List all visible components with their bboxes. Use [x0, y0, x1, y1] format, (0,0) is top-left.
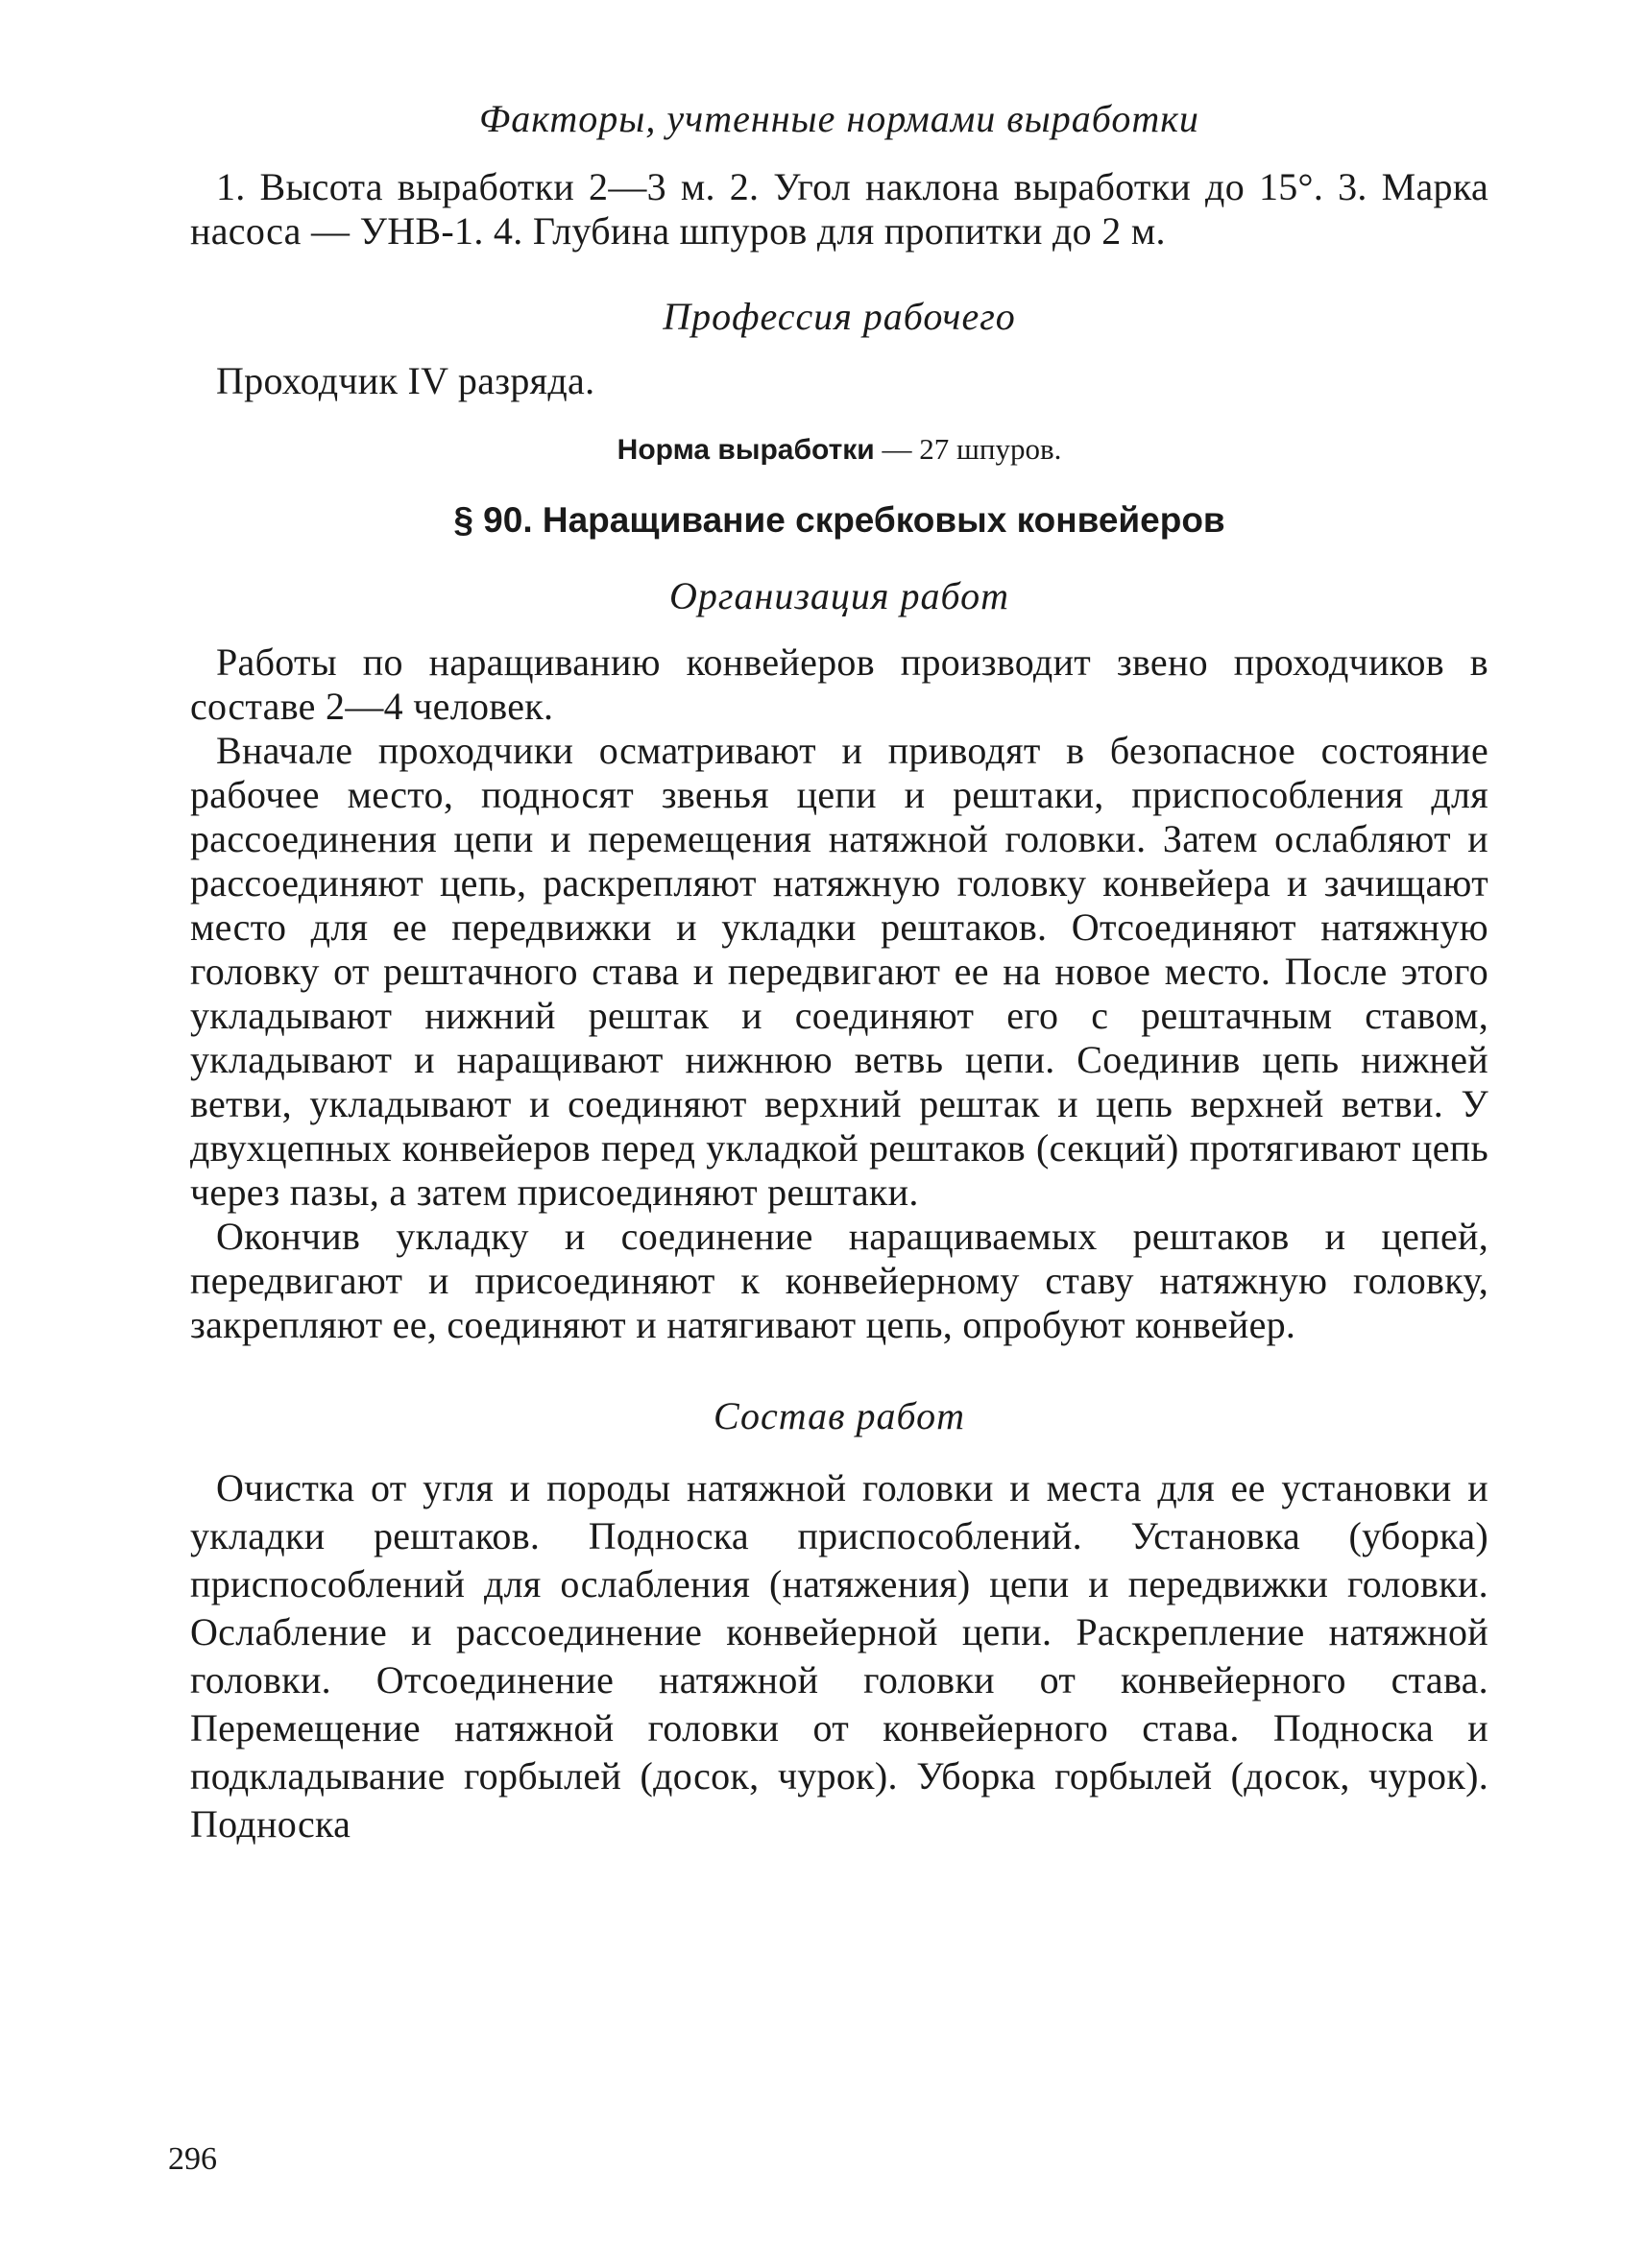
- factors-text: 1. Высота выработки 2—3 м. 2. Угол наклона выработки до 15°. 3. Марка насоса — УНВ-1. 4. Глубина шпуров для пропитки до 2 м.: [190, 165, 1488, 253]
- norm-value: — 27 шпуров.: [882, 432, 1062, 466]
- composition-heading: Состав работ: [714, 1394, 965, 1437]
- organization-paragraph-1: Работы по наращиванию конвейеров производит звено проходчиков в составе 2—4 человек.: [190, 640, 1488, 728]
- section-title: § 90. Наращивание скребковых конвейеров: [453, 500, 1225, 540]
- organization-paragraph-2: Вначале проходчики осматривают и приводят в безопасное состояние рабочее место, подносят звенья цепи и рештаки, приспособления для рассоединения цепи и перемещения натяжной головки. Затем ослабляют и рассоединяют цепь, раскрепляют натяжную головку конвейера и зачищают место для ее передвижки и укладки рештаков. Отсоединяют натяжную головку от рештачного става и передвигают ее на новое место. После этого укладывают нижний рештак и соединяют его с рештачным ставом, укладывают и наращивают нижнюю ветвь цепи. Соединив цепь нижней ветви, укладывают и соединяют верхний рештак и цепь верхней ветви. У двухцепных конвейеров перед укладкой рештаков (секций) протягивают цепь через пазы, а затем присоединяют рештаки.: [190, 729, 1488, 1214]
- norm-line: [190, 430, 1488, 470]
- page-number: 296: [168, 2141, 217, 2177]
- factors-heading: Факторы, учтенные нормами выработки: [479, 97, 1199, 140]
- norm-label: Норма выработки: [617, 434, 875, 466]
- composition-text: Очистка от угля и породы натяжной головки и места для ее установки и укладки рештаков. Подноска приспособлений. Установка (уборка) приспособлений для ослабления (натяжения) цепи и передвижки головки. Ослабление и рассоединение конвейерной цепи. Раскрепление натяжной головки. Отсоединение натяжной головки от конвейерного става. Перемещение натяжной головки от конвейерного става. Подноска и подкладывание горбылей (досок, чурок). Уборка горбылей (досок, чурок). Подноска: [190, 1466, 1488, 1846]
- document-page: [190, 96, 1488, 2247]
- organization-paragraph-3: Окончив укладку и соединение наращиваемых рештаков и цепей, передвигают и присоединяют к конвейерному ставу натяжную головку, закрепляют ее, соединяют и натягивают цепь, опробуют конвейер.: [190, 1215, 1488, 1346]
- profession-text: Проходчик IV разряда.: [216, 359, 595, 402]
- profession-heading: Профессия рабочего: [663, 295, 1016, 338]
- organization-heading: Организация работ: [668, 574, 1009, 617]
